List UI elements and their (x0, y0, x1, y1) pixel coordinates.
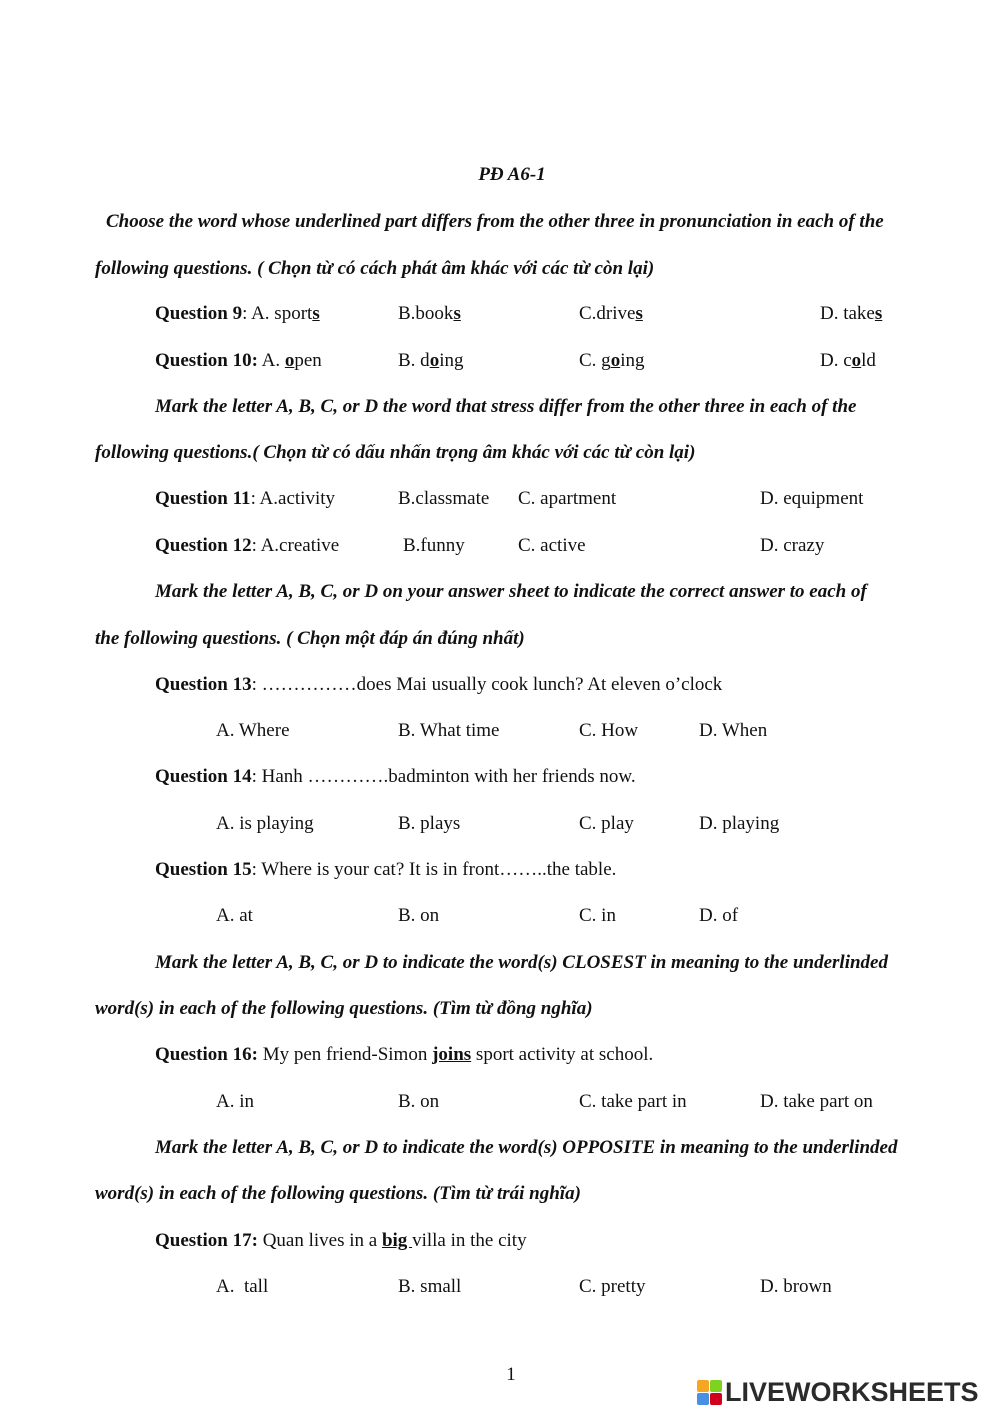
question-13-stem (155, 674, 722, 696)
q17-label: Question 17: (155, 1230, 258, 1251)
q11-option-c[interactable]: C. apartment (518, 488, 617, 509)
q17-underlined-word: big (381, 1230, 413, 1251)
q9-option-b[interactable] (398, 303, 461, 325)
page-number: 1 (506, 1364, 516, 1385)
q10-option-c[interactable] (579, 350, 644, 372)
q17-post: villa in the city (412, 1230, 527, 1251)
instruction-synonym-line2: word(s) in each of the following questions. (Tìm từ đồng nghĩa) (95, 998, 593, 1019)
q14-option-c[interactable]: C. play (579, 813, 634, 834)
q15-option-b[interactable]: B. on (398, 905, 440, 926)
q10-b-post: ing (439, 350, 464, 371)
q16-option-b[interactable]: B. on (398, 1091, 440, 1112)
q16-option-d[interactable]: D. take part on (760, 1091, 873, 1112)
q10-a-underlined: o (284, 350, 295, 371)
q10-c-underlined: o (610, 350, 621, 371)
liveworksheets-brand[interactable] (697, 1377, 979, 1408)
question-17-stem (155, 1230, 527, 1252)
q15-text: : Where is your cat? It is in front……..the table. (251, 859, 617, 880)
q10-c-post: ing (620, 350, 645, 371)
instruction-pronunciation-line1: Choose the word whose underlined part differs from the other three in pronunciation in each of the (106, 211, 884, 232)
logo-tile-3 (697, 1393, 709, 1405)
question-15-stem (155, 859, 616, 881)
q16-option-c[interactable]: C. take part in (579, 1091, 687, 1112)
question-15-options (0, 905, 1000, 931)
question-13-options (0, 720, 1000, 746)
question-16-options (0, 1091, 1000, 1117)
q10-d-pre: D. c (820, 350, 852, 371)
q16-label: Question 16: (155, 1044, 258, 1065)
q9-a-text: : A. sport (242, 303, 313, 324)
q14-option-b[interactable]: B. plays (398, 813, 461, 834)
instruction-synonym-line1: Mark the letter A, B, C, or D to indicate the word(s) CLOSEST in meaning to the underlinded (155, 952, 888, 973)
q13-text: : ……………does Mai usually cook lunch? At eleven o’clock (251, 674, 723, 695)
q17-option-b[interactable]: B. small (398, 1276, 462, 1297)
q12-label: Question 12 (155, 535, 252, 556)
q16-underlined-word: joins (432, 1044, 472, 1065)
q15-label: Question 15 (155, 859, 252, 880)
q10-d-post: ld (861, 350, 876, 371)
q10-b-underlined: o (429, 350, 440, 371)
q15-option-d[interactable]: D. of (699, 905, 739, 926)
q10-option-a[interactable] (155, 350, 322, 372)
question-9 (0, 303, 1000, 329)
question-10 (0, 350, 1000, 376)
q9-c-underlined: s (635, 303, 643, 324)
question-11 (0, 488, 1000, 514)
q9-option-d[interactable] (820, 303, 882, 325)
q11-option-b[interactable]: B.classmate (398, 488, 490, 509)
q13-option-a[interactable]: A. Where (216, 720, 290, 741)
q9-c-text: C.drive (579, 303, 636, 324)
question-14-stem (155, 766, 636, 788)
question-17-options (0, 1276, 1000, 1302)
q16-pre: My pen friend-Simon (257, 1044, 433, 1065)
q17-option-d[interactable]: D. brown (760, 1276, 832, 1297)
q12-option-d[interactable]: D. crazy (760, 535, 825, 556)
q9-option-a[interactable] (155, 303, 320, 325)
q15-option-a[interactable]: A. at (216, 905, 253, 926)
q9-option-c[interactable] (579, 303, 643, 325)
q10-a-post: pen (294, 350, 322, 371)
q11-option-a[interactable] (155, 488, 335, 510)
q11-a-text: : A.activity (250, 488, 335, 509)
instruction-stress-line2: following questions.( Chọn từ có dấu nhấn trọng âm khác với các từ còn lại) (95, 442, 696, 463)
q12-option-a[interactable] (155, 535, 339, 557)
logo-tile-2 (710, 1380, 722, 1392)
q15-option-c[interactable]: C. in (579, 905, 616, 926)
q13-label: Question 13 (155, 674, 252, 695)
q9-b-underlined: s (453, 303, 461, 324)
q10-option-d[interactable] (820, 350, 876, 372)
question-14-options (0, 813, 1000, 839)
q17-pre: Quan lives in a (257, 1230, 382, 1251)
q13-option-d[interactable]: D. When (699, 720, 768, 741)
page-title: PĐ A6-1 (478, 164, 546, 185)
q16-post: sport activity at school. (471, 1044, 654, 1065)
q9-label: Question 9 (155, 303, 243, 324)
liveworksheets-wordmark: LIVEWORKSHEETS (725, 1377, 979, 1407)
q9-b-text: B.book (398, 303, 454, 324)
q14-label: Question 14 (155, 766, 252, 787)
q14-text: : Hanh ………….badminton with her friends now. (251, 766, 636, 787)
q10-d-underlined: o (851, 350, 862, 371)
liveworksheets-logo-icon (697, 1380, 723, 1406)
q11-label: Question 11 (155, 488, 251, 509)
q9-d-text: D. take (820, 303, 875, 324)
q14-option-a[interactable]: A. is playing (216, 813, 314, 834)
q12-option-b[interactable]: B.funny (403, 535, 465, 556)
instruction-antonym-line1: Mark the letter A, B, C, or D to indicate the word(s) OPPOSITE in meaning to the underlinded (155, 1137, 898, 1158)
instruction-antonym-line2: word(s) in each of the following questions. (Tìm từ trái nghĩa) (95, 1183, 581, 1204)
instruction-pronunciation-line2: following questions. ( Chọn từ có cách phát âm khác với các từ còn lại) (95, 258, 655, 279)
q14-option-d[interactable]: D. playing (699, 813, 780, 834)
q10-b-pre: B. d (398, 350, 430, 371)
q11-option-d[interactable]: D. equipment (760, 488, 864, 509)
q17-option-c[interactable]: C. pretty (579, 1276, 646, 1297)
question-16-stem (155, 1044, 653, 1066)
logo-tile-4 (710, 1393, 722, 1405)
q17-option-a[interactable]: A. tall (216, 1276, 269, 1297)
q13-option-c[interactable]: C. How (579, 720, 639, 741)
q16-option-a[interactable]: A. in (216, 1091, 254, 1112)
instruction-stress-line1: Mark the letter A, B, C, or D the word that stress differ from the other three in each of the (155, 396, 857, 417)
instruction-correct-answer-line1: Mark the letter A, B, C, or D on your answer sheet to indicate the correct answer to each of (155, 581, 867, 602)
question-12 (0, 535, 1000, 561)
q10-a-pre: A. (257, 350, 285, 371)
q9-a-underlined: s (312, 303, 320, 324)
q12-option-c[interactable]: C. active (518, 535, 586, 556)
instruction-correct-answer-line2: the following questions. ( Chọn một đáp án đúng nhất) (95, 628, 525, 649)
q10-label: Question 10: (155, 350, 258, 371)
logo-tile-1 (697, 1380, 709, 1392)
q10-c-pre: C. g (579, 350, 611, 371)
q12-a-text: : A.creative (251, 535, 340, 556)
q9-d-underlined: s (874, 303, 883, 324)
q13-option-b[interactable]: B. What time (398, 720, 500, 741)
q10-option-b[interactable] (398, 350, 463, 372)
